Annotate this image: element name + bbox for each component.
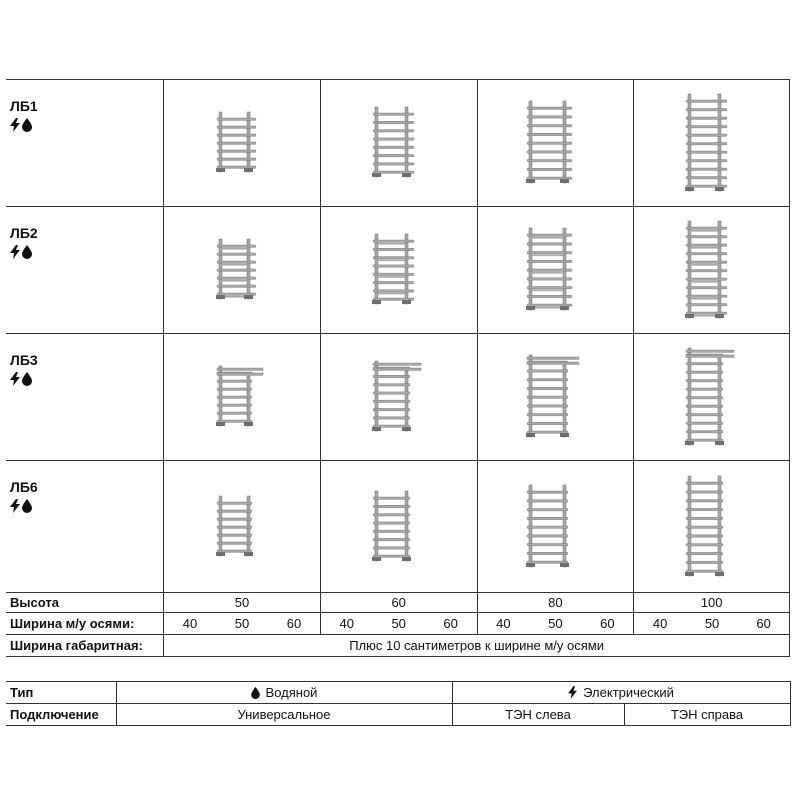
model-row [6, 207, 790, 334]
model-type-icons [10, 499, 163, 513]
axis-width-value: 40 [320, 613, 372, 635]
axis-width-value: 60 [738, 613, 789, 635]
height-label: Высота [6, 593, 164, 613]
model-name: ЛБ6 [10, 479, 38, 495]
water-type-cell [116, 682, 452, 704]
axis-width-value: 50 [216, 613, 268, 635]
towel-rail-drawing [213, 492, 271, 562]
water-drop-icon [22, 499, 32, 513]
towel-rail-drawing [213, 362, 271, 432]
ten-right-connection: ТЭН справа [624, 704, 790, 726]
towel-rail-image [477, 80, 634, 207]
axis-width-value: 40 [164, 613, 216, 635]
axis-width-value: 60 [268, 613, 320, 635]
towel-rail-drawing [523, 351, 587, 443]
overall-width-value: Плюс 10 сантиметров к ширине м/у осями [164, 635, 790, 657]
towel-rail-image [320, 207, 477, 334]
axis-width-value: 50 [686, 613, 738, 635]
lightning-icon [10, 245, 20, 259]
towel-rail-image [320, 334, 477, 461]
towel-rail-image [164, 80, 321, 207]
towel-rail-drawing [213, 235, 271, 305]
towel-rail-drawing [369, 487, 429, 567]
height-value-100: 100 [634, 593, 790, 613]
towel-rail-image [320, 461, 477, 593]
towel-rail-drawing [523, 97, 587, 189]
towel-rail-drawing [369, 230, 429, 310]
towel-rail-drawing [682, 472, 742, 582]
towel-rail-drawing [369, 357, 429, 437]
axis-width-value: 50 [373, 613, 425, 635]
model-row [6, 80, 790, 207]
ten-left-connection: ТЭН слева [452, 704, 624, 726]
towel-rail-image [477, 461, 634, 593]
lightning-icon [10, 372, 20, 386]
model-header [6, 207, 164, 334]
overall-width-label: Ширина габаритная: [6, 635, 164, 657]
connection-row [6, 704, 790, 726]
towel-rail-image [477, 334, 634, 461]
water-drop-icon [251, 687, 260, 699]
towel-rail-image [164, 207, 321, 334]
towel-rail-drawing [213, 108, 271, 178]
model-name: ЛБ3 [10, 352, 38, 368]
water-drop-icon [22, 245, 32, 259]
height-value-50: 50 [164, 593, 321, 613]
towel-rail-drawing [523, 481, 587, 573]
axis-width-value: 50 [529, 613, 581, 635]
towel-rail-drawing [682, 344, 742, 451]
axis-width-row [6, 613, 790, 635]
models-table [6, 79, 790, 657]
electric-type-label: Электрический [583, 685, 674, 700]
model-type-icons [10, 245, 163, 259]
axis-width-label: Ширина м/у осями: [6, 613, 164, 635]
type-row [6, 682, 790, 704]
water-drop-icon [22, 372, 32, 386]
model-row [6, 461, 790, 593]
height-value-60: 60 [320, 593, 477, 613]
towel-rail-image [634, 461, 790, 593]
model-row [6, 334, 790, 461]
axis-width-value: 40 [477, 613, 529, 635]
towel-rail-drawing [682, 90, 742, 197]
axis-width-value: 60 [581, 613, 633, 635]
type-table [6, 681, 791, 726]
lightning-icon [10, 118, 20, 132]
towel-rail-image [164, 461, 321, 593]
model-type-icons [10, 118, 163, 132]
overall-width-row [6, 635, 790, 657]
towel-rail-drawing [523, 224, 587, 316]
model-header [6, 461, 164, 593]
connection-label: Подключение [6, 704, 116, 726]
electric-type-cell [452, 682, 790, 704]
type-label: Тип [6, 682, 116, 704]
towel-rail-image [634, 207, 790, 334]
height-row [6, 593, 790, 613]
towel-rail-drawing [682, 217, 742, 324]
towel-rail-drawing [369, 103, 429, 183]
axis-width-value: 60 [425, 613, 477, 635]
towel-rail-image [634, 80, 790, 207]
model-name: ЛБ2 [10, 225, 38, 241]
universal-connection: Универсальное [116, 704, 452, 726]
towel-rail-image [164, 334, 321, 461]
model-header [6, 80, 164, 207]
model-header [6, 334, 164, 461]
model-type-icons [10, 372, 163, 386]
towel-rail-image [634, 334, 790, 461]
axis-width-value: 40 [634, 613, 686, 635]
water-drop-icon [22, 118, 32, 132]
lightning-icon [10, 499, 20, 513]
model-name: ЛБ1 [10, 98, 38, 114]
towel-rail-image [320, 80, 477, 207]
height-value-80: 80 [477, 593, 634, 613]
lightning-icon [568, 686, 577, 699]
water-type-label: Водяной [265, 685, 318, 700]
towel-rail-image [477, 207, 634, 334]
